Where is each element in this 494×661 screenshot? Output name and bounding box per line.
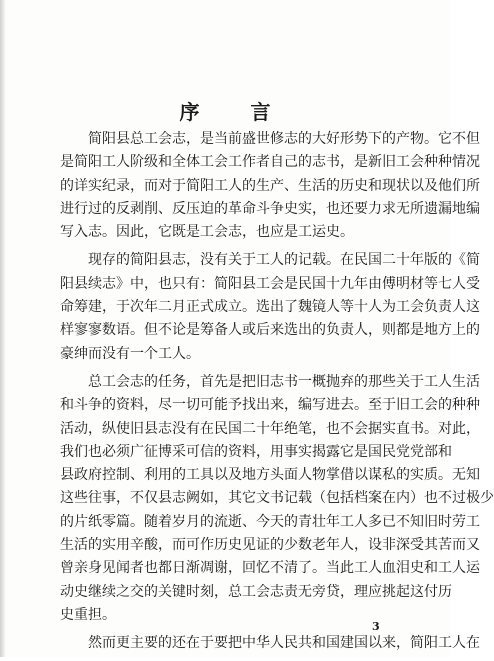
- paragraph-1: [60, 128, 480, 244]
- text-line: 简阳县总工会志，是当前盛世修志的大好形势下的产物。它不但: [60, 131, 480, 147]
- text-line: 的片纸零篇。随着岁月的流逝、今天的青壮年工人多已不知旧时劳工: [60, 513, 480, 530]
- body-text: [60, 128, 494, 661]
- text-line: 活动，纵使旧县志没有在民国二十年绝笔，也不会据实直书。对此，: [60, 420, 480, 437]
- page-number: 3: [372, 620, 380, 633]
- paragraph-3: [60, 371, 494, 627]
- text-line: 和斗争的资料，尽一切可能予找出来，编写进去。至于旧工会的种种: [60, 397, 480, 414]
- text-line: 史重担。: [60, 606, 116, 623]
- text-line: 这些往事，不仅县志阙如，其它文书记载（包括档案在内）也不过极少: [60, 490, 494, 507]
- text-line: 是简阳工人阶级和全体工会工作者自己的志书，是新旧工会种种情况: [60, 154, 480, 171]
- text-line: 的详实纪录，而对于简阳工人的生产、生活的历史和现状以及他们所: [60, 177, 480, 194]
- text-line: 写入志。因此，它既是工会志，也应是工运史。: [60, 224, 354, 241]
- text-line: 动史继续之交的关键时刻，总工会志责无旁贷，理应挑起这付历: [60, 583, 452, 600]
- paragraph-2: [60, 249, 480, 365]
- text-line: 豪绅而没有一个工人。: [60, 345, 200, 362]
- text-line: 阳县续志》中，也只有：简阳县工会是民国十九年由傅明材等七人受: [60, 275, 480, 292]
- text-line: 生活的实用辛酸，而可作历史见证的少数老年人，设非深受其苦而又: [60, 537, 480, 554]
- page-title: 序 言: [179, 100, 293, 124]
- text-line: 进行过的反剥削、反压迫的革命斗争史实，也还要力求无所遗漏地编: [60, 200, 480, 217]
- text-line: 曾亲身见闻者也都日渐凋谢，回忆不清了。当此工人血泪史和工人运: [60, 560, 480, 577]
- text-line: 我们也必须广征博采可信的资料，用事实揭露它是国民党党部和: [60, 443, 452, 460]
- text-line: 命筹建，于次年二月正式成立。选出了魏镜人等十人为工会负责人这: [60, 299, 480, 316]
- text-line: 现存的简阳县志，没有关于工人的记载。在民国二十年版的《简: [60, 252, 480, 269]
- text-line: 县政府控制、利用的工具以及地方头面人物掌借以谋私的实质。无知: [60, 467, 480, 484]
- text-line: 样寥寥数语。但不论是筹备人或后来选出的负责人，则都是地方上的: [60, 322, 480, 339]
- text-line: 总工会志的任务，首先是把旧志书一概抛弃的那些关于工人生活: [60, 373, 480, 390]
- paragraph-4: [60, 632, 480, 655]
- text-line: 然而更主要的还在于要把中华人民共和国建国以来，简阳工人在: [60, 635, 480, 652]
